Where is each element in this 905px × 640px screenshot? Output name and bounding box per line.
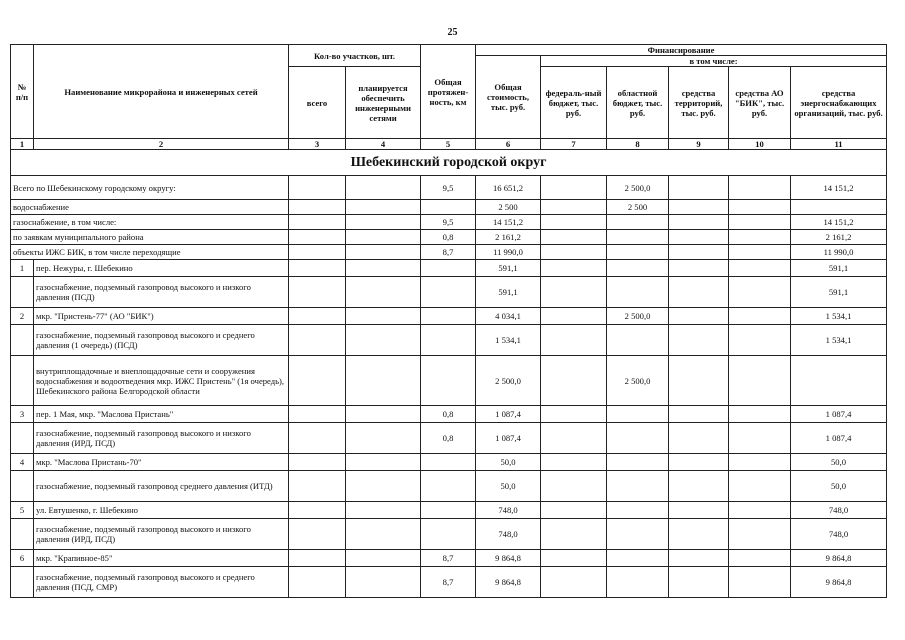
page-number: 25 bbox=[447, 27, 458, 38]
item-number-empty bbox=[11, 277, 34, 308]
total-cost-cell: 14 151,2 bbox=[476, 215, 541, 230]
column-number: 3 bbox=[289, 139, 346, 150]
item-name: мкр. "Крапивное-85" bbox=[34, 550, 289, 567]
item-row bbox=[11, 406, 887, 423]
territory-cell bbox=[669, 406, 729, 423]
sub-item-name: газоснабжение, подземный газопровод среднего давления (ИТД) bbox=[34, 471, 289, 502]
plots-planned-cell bbox=[346, 423, 421, 454]
plots-planned-cell bbox=[346, 550, 421, 567]
header-bik: средства АО "БИК", тыс. руб. bbox=[729, 67, 791, 139]
plots-total-cell bbox=[289, 406, 346, 423]
territory-cell bbox=[669, 423, 729, 454]
summary-row bbox=[11, 245, 887, 260]
bik-cell bbox=[729, 230, 791, 245]
energy-cell: 14 151,2 bbox=[791, 215, 887, 230]
bik-cell bbox=[729, 260, 791, 277]
federal-cell bbox=[541, 454, 607, 471]
column-number: 8 bbox=[607, 139, 669, 150]
regional-cell bbox=[607, 502, 669, 519]
header-federal: федераль-ный бюджет, тыс. руб. bbox=[541, 67, 607, 139]
regional-cell: 2 500 bbox=[607, 200, 669, 215]
plots-total-cell bbox=[289, 471, 346, 502]
plots-planned-cell bbox=[346, 325, 421, 356]
column-number: 11 bbox=[791, 139, 887, 150]
column-number: 4 bbox=[346, 139, 421, 150]
length-cell: 8,7 bbox=[421, 567, 476, 598]
plots-planned-cell bbox=[346, 215, 421, 230]
regional-cell bbox=[607, 519, 669, 550]
column-number: 1 bbox=[11, 139, 34, 150]
total-cost-cell: 2 161,2 bbox=[476, 230, 541, 245]
item-row bbox=[11, 454, 887, 471]
table-header bbox=[11, 45, 887, 150]
length-cell: 9,5 bbox=[421, 176, 476, 200]
energy-cell bbox=[791, 356, 887, 406]
energy-cell: 50,0 bbox=[791, 471, 887, 502]
sub-item-row bbox=[11, 567, 887, 598]
item-number: 3 bbox=[11, 406, 34, 423]
sub-item-name: газоснабжение, подземный газопровод высокого и низкого давления (ПСД) bbox=[34, 277, 289, 308]
federal-cell bbox=[541, 260, 607, 277]
column-number: 10 bbox=[729, 139, 791, 150]
plots-planned-cell bbox=[346, 277, 421, 308]
territory-cell bbox=[669, 325, 729, 356]
federal-cell bbox=[541, 471, 607, 502]
plots-total-cell bbox=[289, 245, 346, 260]
section-title: Шебекинский городской округ bbox=[11, 150, 887, 176]
plots-planned-cell bbox=[346, 519, 421, 550]
column-number: 6 bbox=[476, 139, 541, 150]
bik-cell bbox=[729, 215, 791, 230]
summary-row bbox=[11, 230, 887, 245]
item-number: 1 bbox=[11, 260, 34, 277]
total-cost-cell: 591,1 bbox=[476, 277, 541, 308]
column-number: 2 bbox=[34, 139, 289, 150]
energy-cell: 14 151,2 bbox=[791, 176, 887, 200]
total-cost-cell: 748,0 bbox=[476, 519, 541, 550]
summary-row bbox=[11, 215, 887, 230]
energy-cell: 1 534,1 bbox=[791, 308, 887, 325]
total-cost-cell: 11 990,0 bbox=[476, 245, 541, 260]
sub-item-name: газоснабжение, подземный газопровод высокого и низкого давления (ИРД, ПСД) bbox=[34, 519, 289, 550]
item-row bbox=[11, 502, 887, 519]
header-plots-planned: планируется обеспечить инженерными сетями bbox=[346, 67, 421, 139]
bik-cell bbox=[729, 406, 791, 423]
financing-table bbox=[10, 44, 887, 598]
header-energy: средства энергоснабжающих организаций, тыс. руб. bbox=[791, 67, 887, 139]
total-cost-cell: 1 087,4 bbox=[476, 423, 541, 454]
item-number: 5 bbox=[11, 502, 34, 519]
bik-cell bbox=[729, 176, 791, 200]
regional-cell: 2 500,0 bbox=[607, 308, 669, 325]
bik-cell bbox=[729, 454, 791, 471]
length-cell: 8,7 bbox=[421, 550, 476, 567]
plots-total-cell bbox=[289, 260, 346, 277]
item-number-empty bbox=[11, 423, 34, 454]
territory-cell bbox=[669, 356, 729, 406]
item-number: 4 bbox=[11, 454, 34, 471]
header-plots-total: всего bbox=[289, 67, 346, 139]
length-cell: 0,8 bbox=[421, 406, 476, 423]
plots-planned-cell bbox=[346, 245, 421, 260]
item-name: пер. 1 Мая, мкр. "Маслова Пристань" bbox=[34, 406, 289, 423]
table-body bbox=[11, 150, 887, 598]
length-cell bbox=[421, 277, 476, 308]
regional-cell: 2 500,0 bbox=[607, 356, 669, 406]
territory-cell bbox=[669, 277, 729, 308]
bik-cell bbox=[729, 471, 791, 502]
bik-cell bbox=[729, 200, 791, 215]
federal-cell bbox=[541, 230, 607, 245]
length-cell bbox=[421, 325, 476, 356]
length-cell: 9,5 bbox=[421, 215, 476, 230]
item-number: 6 bbox=[11, 550, 34, 567]
energy-cell: 50,0 bbox=[791, 454, 887, 471]
bik-cell bbox=[729, 308, 791, 325]
territory-cell bbox=[669, 519, 729, 550]
bik-cell bbox=[729, 356, 791, 406]
header-num: № п/п bbox=[11, 45, 34, 139]
territory-cell bbox=[669, 308, 729, 325]
plots-total-cell bbox=[289, 176, 346, 200]
column-number: 9 bbox=[669, 139, 729, 150]
bik-cell bbox=[729, 567, 791, 598]
federal-cell bbox=[541, 519, 607, 550]
total-cost-cell: 1 534,1 bbox=[476, 325, 541, 356]
federal-cell bbox=[541, 277, 607, 308]
sub-item-name: газоснабжение, подземный газопровод высокого и среднего давления (ПСД, СМР) bbox=[34, 567, 289, 598]
regional-cell bbox=[607, 325, 669, 356]
plots-planned-cell bbox=[346, 200, 421, 215]
plots-planned-cell bbox=[346, 308, 421, 325]
plots-total-cell bbox=[289, 230, 346, 245]
item-name: мкр. "Маслова Пристань-70" bbox=[34, 454, 289, 471]
regional-cell bbox=[607, 423, 669, 454]
bik-cell bbox=[729, 277, 791, 308]
plots-total-cell bbox=[289, 550, 346, 567]
column-number: 7 bbox=[541, 139, 607, 150]
federal-cell bbox=[541, 356, 607, 406]
length-cell bbox=[421, 260, 476, 277]
item-row bbox=[11, 550, 887, 567]
energy-cell: 9 864,8 bbox=[791, 567, 887, 598]
plots-planned-cell bbox=[346, 406, 421, 423]
item-number-empty bbox=[11, 471, 34, 502]
plots-planned-cell bbox=[346, 230, 421, 245]
energy-cell: 11 990,0 bbox=[791, 245, 887, 260]
sub-item-row bbox=[11, 356, 887, 406]
plots-total-cell bbox=[289, 423, 346, 454]
length-cell bbox=[421, 471, 476, 502]
sub-item-name: газоснабжение, подземный газопровод высокого и среднего давления (1 очередь) (ПСД) bbox=[34, 325, 289, 356]
item-number-empty bbox=[11, 567, 34, 598]
summary-row bbox=[11, 200, 887, 215]
item-row bbox=[11, 260, 887, 277]
item-number-empty bbox=[11, 356, 34, 406]
territory-cell bbox=[669, 230, 729, 245]
regional-cell bbox=[607, 277, 669, 308]
plots-planned-cell bbox=[346, 260, 421, 277]
total-cost-cell: 9 864,8 bbox=[476, 550, 541, 567]
row-name: Всего по Шебекинскому городскому округу: bbox=[11, 176, 289, 200]
territory-cell bbox=[669, 550, 729, 567]
bik-cell bbox=[729, 325, 791, 356]
bik-cell bbox=[729, 502, 791, 519]
header-financing: Финансирование bbox=[476, 45, 887, 56]
energy-cell: 591,1 bbox=[791, 277, 887, 308]
plots-total-cell bbox=[289, 454, 346, 471]
sub-item-name: внутриплощадочные и внеплощадочные сети и сооружения водоснабжения и водоотведения мкр. ИЖС Пристень" (1я очередь), Шебекинского района Белгородской области bbox=[34, 356, 289, 406]
length-cell bbox=[421, 519, 476, 550]
federal-cell bbox=[541, 215, 607, 230]
sub-item-row bbox=[11, 325, 887, 356]
federal-cell bbox=[541, 502, 607, 519]
plots-total-cell bbox=[289, 502, 346, 519]
item-name: пер. Нежуры, г. Шебекино bbox=[34, 260, 289, 277]
federal-cell bbox=[541, 423, 607, 454]
bik-cell bbox=[729, 550, 791, 567]
regional-cell bbox=[607, 550, 669, 567]
federal-cell bbox=[541, 406, 607, 423]
territory-cell bbox=[669, 245, 729, 260]
territory-cell bbox=[669, 502, 729, 519]
header-total-cost: Общая стоимость, тыс. руб. bbox=[476, 56, 541, 139]
plots-planned-cell bbox=[346, 454, 421, 471]
regional-cell bbox=[607, 567, 669, 598]
energy-cell: 1 087,4 bbox=[791, 406, 887, 423]
header-including: в том числе: bbox=[541, 56, 887, 67]
summary-row bbox=[11, 176, 887, 200]
item-number-empty bbox=[11, 325, 34, 356]
territory-cell bbox=[669, 176, 729, 200]
section-row bbox=[11, 150, 887, 176]
total-cost-cell: 50,0 bbox=[476, 471, 541, 502]
plots-planned-cell bbox=[346, 471, 421, 502]
length-cell bbox=[421, 356, 476, 406]
regional-cell bbox=[607, 406, 669, 423]
row-name: газоснабжение, в том числе: bbox=[11, 215, 289, 230]
item-row bbox=[11, 308, 887, 325]
sub-item-name: газоснабжение, подземный газопровод высокого и низкого давления (ИРД, ПСД) bbox=[34, 423, 289, 454]
item-number-empty bbox=[11, 519, 34, 550]
plots-planned-cell bbox=[346, 502, 421, 519]
plots-planned-cell bbox=[346, 356, 421, 406]
regional-cell bbox=[607, 454, 669, 471]
federal-cell bbox=[541, 567, 607, 598]
item-number: 2 bbox=[11, 308, 34, 325]
total-cost-cell: 50,0 bbox=[476, 454, 541, 471]
plots-total-cell bbox=[289, 519, 346, 550]
federal-cell bbox=[541, 550, 607, 567]
energy-cell: 1 534,1 bbox=[791, 325, 887, 356]
plots-total-cell bbox=[289, 567, 346, 598]
territory-cell bbox=[669, 260, 729, 277]
length-cell bbox=[421, 502, 476, 519]
bik-cell bbox=[729, 519, 791, 550]
federal-cell bbox=[541, 245, 607, 260]
energy-cell: 2 161,2 bbox=[791, 230, 887, 245]
plots-total-cell bbox=[289, 325, 346, 356]
federal-cell bbox=[541, 200, 607, 215]
plots-total-cell bbox=[289, 200, 346, 215]
territory-cell bbox=[669, 200, 729, 215]
plots-planned-cell bbox=[346, 176, 421, 200]
total-cost-cell: 4 034,1 bbox=[476, 308, 541, 325]
plots-total-cell bbox=[289, 215, 346, 230]
territory-cell bbox=[669, 471, 729, 502]
plots-total-cell bbox=[289, 277, 346, 308]
total-cost-cell: 2 500,0 bbox=[476, 356, 541, 406]
length-cell bbox=[421, 200, 476, 215]
sub-item-row bbox=[11, 471, 887, 502]
regional-cell bbox=[607, 260, 669, 277]
plots-total-cell bbox=[289, 308, 346, 325]
header-length: Общая протяжен-ность, км bbox=[421, 45, 476, 139]
plots-total-cell bbox=[289, 356, 346, 406]
length-cell: 8,7 bbox=[421, 245, 476, 260]
plots-planned-cell bbox=[346, 567, 421, 598]
length-cell bbox=[421, 308, 476, 325]
sub-item-row bbox=[11, 423, 887, 454]
regional-cell bbox=[607, 215, 669, 230]
sub-item-row bbox=[11, 277, 887, 308]
regional-cell bbox=[607, 245, 669, 260]
length-cell: 0,8 bbox=[421, 230, 476, 245]
length-cell bbox=[421, 454, 476, 471]
sub-item-row bbox=[11, 519, 887, 550]
energy-cell: 1 087,4 bbox=[791, 423, 887, 454]
length-cell: 0,8 bbox=[421, 423, 476, 454]
total-cost-cell: 9 864,8 bbox=[476, 567, 541, 598]
total-cost-cell: 16 651,2 bbox=[476, 176, 541, 200]
header-territory: средства территорий, тыс. руб. bbox=[669, 67, 729, 139]
item-name: мкр. "Пристень-77" (АО "БИК") bbox=[34, 308, 289, 325]
item-name: ул. Евтушенко, г. Шебекино bbox=[34, 502, 289, 519]
territory-cell bbox=[669, 454, 729, 471]
total-cost-cell: 1 087,4 bbox=[476, 406, 541, 423]
total-cost-cell: 748,0 bbox=[476, 502, 541, 519]
territory-cell bbox=[669, 567, 729, 598]
energy-cell: 748,0 bbox=[791, 502, 887, 519]
regional-cell bbox=[607, 471, 669, 502]
total-cost-cell: 591,1 bbox=[476, 260, 541, 277]
energy-cell: 9 864,8 bbox=[791, 550, 887, 567]
header-plots: Кол-во участков, шт. bbox=[289, 45, 421, 67]
energy-cell bbox=[791, 200, 887, 215]
energy-cell: 591,1 bbox=[791, 260, 887, 277]
header-name: Наименование микрорайона и инженерных сетей bbox=[34, 45, 289, 139]
column-numbers-row bbox=[11, 139, 887, 150]
regional-cell bbox=[607, 230, 669, 245]
header-regional: областной бюджет, тыс. руб. bbox=[607, 67, 669, 139]
federal-cell bbox=[541, 325, 607, 356]
regional-cell: 2 500,0 bbox=[607, 176, 669, 200]
energy-cell: 748,0 bbox=[791, 519, 887, 550]
row-name: по заявкам муниципального района bbox=[11, 230, 289, 245]
bik-cell bbox=[729, 423, 791, 454]
territory-cell bbox=[669, 215, 729, 230]
federal-cell bbox=[541, 308, 607, 325]
bik-cell bbox=[729, 245, 791, 260]
total-cost-cell: 2 500 bbox=[476, 200, 541, 215]
row-name: объекты ИЖС БИК, в том числе переходящие bbox=[11, 245, 289, 260]
column-number: 5 bbox=[421, 139, 476, 150]
row-name: водоснабжение bbox=[11, 200, 289, 215]
federal-cell bbox=[541, 176, 607, 200]
